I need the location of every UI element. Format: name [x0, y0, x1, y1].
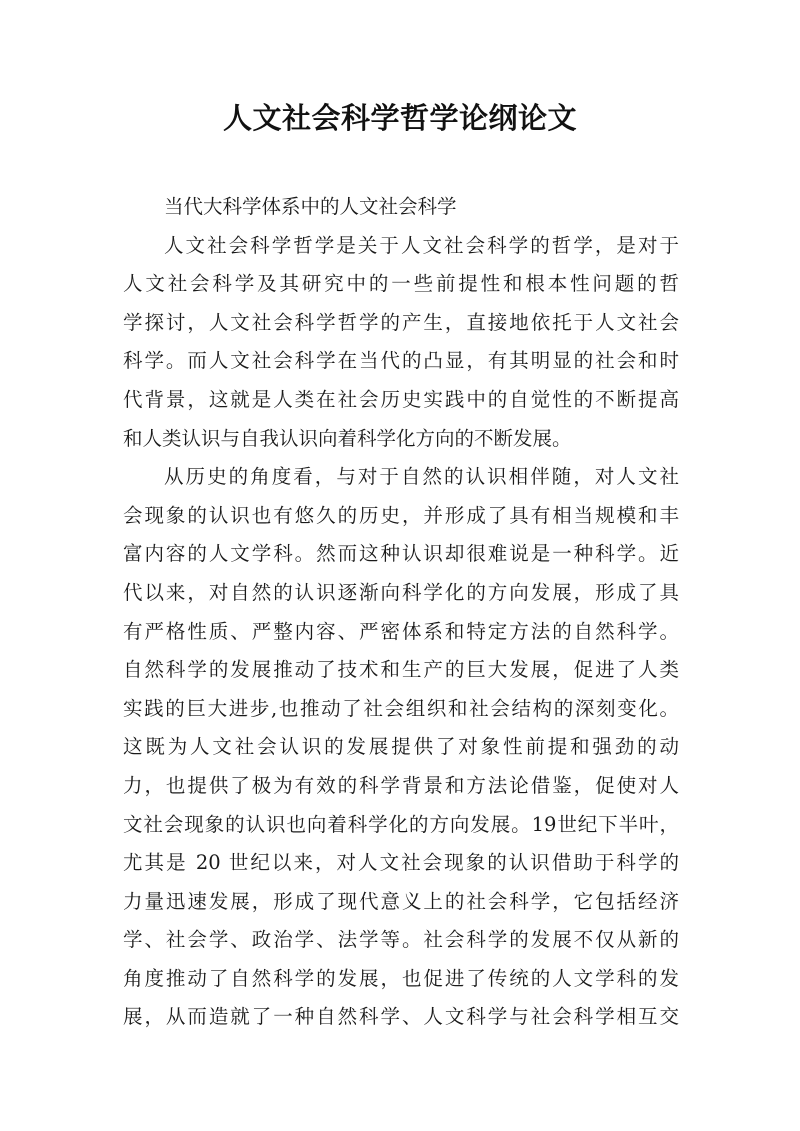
- body-line: 人文社会科学哲学是关于人文社会科学的哲学，是对于: [164, 233, 679, 257]
- body-line: 这既为人文社会认识的发展提供了对象性前提和强劲的动: [123, 735, 679, 759]
- body-line: 当代大科学体系中的人文社会科学: [164, 195, 457, 218]
- body-line: 文社会现象的认识也向着科学化的方向发展。19世纪下半叶，: [123, 812, 679, 836]
- body-line: 代以来，对自然的认识逐渐向科学化的方向发展，形成了具: [123, 580, 679, 604]
- body-line: 人文社会科学及其研究中的一些前提性和根本性问题的哲: [123, 272, 679, 296]
- body-line: 力量迅速发展，形成了现代意义上的社会科学，它包括经济: [123, 889, 679, 913]
- body-line: 实践的巨大进步,也推动了社会组织和社会结构的深刻变化。: [123, 696, 679, 720]
- body-line: 和人类认识与自我认识向着科学化方向的不断发展。: [123, 426, 572, 450]
- body-line: 展，从而造就了一种自然科学、人文科学与社会科学相互交: [123, 1005, 679, 1029]
- body-line: 自然科学的发展推动了技术和生产的巨大发展，促进了人类: [123, 658, 679, 682]
- body-line: 力，也提供了极为有效的科学背景和方法论借鉴，促使对人: [123, 773, 679, 797]
- body-line: 角度推动了自然科学的发展，也促进了传统的人文学科的发: [123, 966, 679, 990]
- body-line: 有严格性质、严整内容、严密体系和特定方法的自然科学。: [123, 619, 679, 643]
- body-line: 代背景，这就是人类在社会历史实践中的自觉性的不断提高: [123, 387, 679, 411]
- body-line: 会现象的认识也有悠久的历史，并形成了具有相当规模和丰: [123, 503, 679, 527]
- body-line: 科学。而人文社会科学在当代的凸显，有其明显的社会和时: [123, 349, 679, 373]
- body-line: 从历史的角度看，与对于自然的认识相伴随，对人文社: [164, 465, 679, 489]
- body-line: 尤其是 20 世纪以来，对人文社会现象的认识借助于科学的: [123, 851, 679, 875]
- document-title: 人文社会科学哲学论纲论文: [222, 101, 577, 135]
- body-line: 学探讨，人文社会科学哲学的产生，直接地依托于人文社会: [123, 310, 679, 334]
- body-line: 富内容的人文学科。然而这种认识却很难说是一种科学。近: [123, 542, 679, 566]
- body-line: 学、社会学、政治学、法学等。社会科学的发展不仅从新的: [123, 928, 679, 952]
- document-body: [123, 188, 679, 1037]
